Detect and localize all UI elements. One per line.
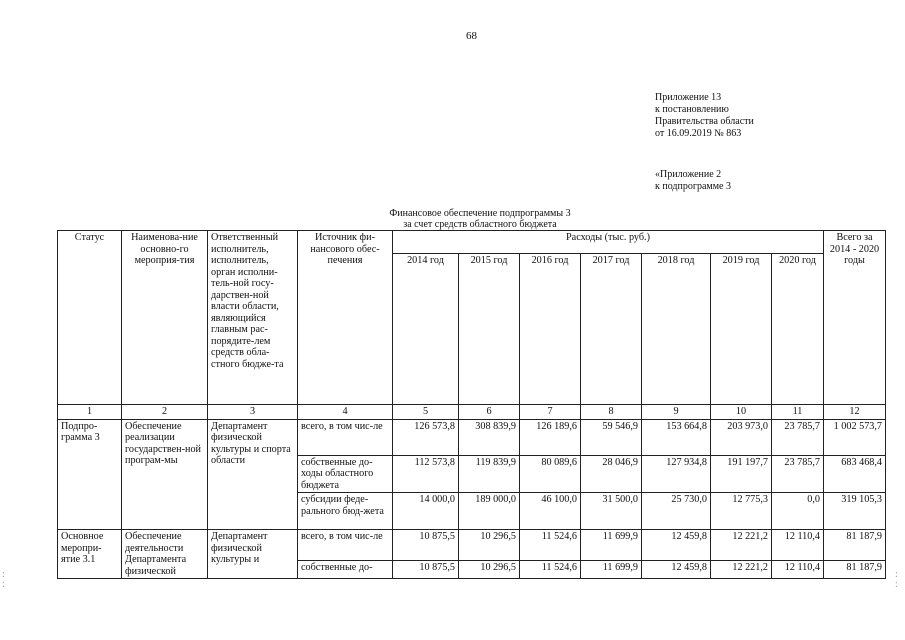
row-value: 10 875,5 xyxy=(393,561,459,579)
column-number: 1 xyxy=(58,405,122,420)
column-number: 4 xyxy=(298,405,393,420)
column-number: 2 xyxy=(122,405,208,420)
document-title xyxy=(330,208,630,230)
page-number: 68 xyxy=(466,30,477,42)
column-number: 9 xyxy=(642,405,711,420)
row-value: 11 524,6 xyxy=(520,561,581,579)
header-expenses: Расходы (тыс. руб.) xyxy=(393,231,824,254)
appendix-subblock xyxy=(655,169,731,193)
row-value: 31 500,0 xyxy=(581,493,642,530)
row-value: 119 839,9 xyxy=(459,455,520,493)
column-number: 10 xyxy=(711,405,772,420)
row-value: 12 110,4 xyxy=(772,530,824,561)
row-value: 12 459,8 xyxy=(642,530,711,561)
row-value: 10 875,5 xyxy=(393,530,459,561)
row-value: 112 573,8 xyxy=(393,455,459,493)
table-row xyxy=(58,530,886,561)
row-value: 28 046,9 xyxy=(581,455,642,493)
column-number: 8 xyxy=(581,405,642,420)
row-value: 191 197,7 xyxy=(711,455,772,493)
column-number: 6 xyxy=(459,405,520,420)
header-year: 2016 год xyxy=(520,254,581,405)
scan-mark-right: : : xyxy=(895,569,898,590)
row-value: 12 775,3 xyxy=(711,493,772,530)
column-number-row xyxy=(58,405,886,420)
row-value: 0,0 xyxy=(772,493,824,530)
row-value: 12 110,4 xyxy=(772,561,824,579)
column-number: 5 xyxy=(393,405,459,420)
row-value: 14 000,0 xyxy=(393,493,459,530)
row-value: 46 100,0 xyxy=(520,493,581,530)
row-source: собственные до- xyxy=(298,561,393,579)
row-total: 319 105,3 xyxy=(824,493,886,530)
row-value: 126 189,6 xyxy=(520,419,581,455)
title-line-1: Финансовое обеспечение подпрограммы 3 xyxy=(389,208,571,219)
row-value: 23 785,7 xyxy=(772,419,824,455)
header-year: 2015 год xyxy=(459,254,520,405)
header-total: Всего за 2014 - 2020 годы xyxy=(824,231,886,405)
row-source: субсидии феде-рального бюд-жета xyxy=(298,493,393,530)
row-status: Подпро-грамма 3 xyxy=(58,419,122,530)
column-number: 3 xyxy=(208,405,298,420)
row-source: собственные до-ходы областного бюджета xyxy=(298,455,393,493)
header-name: Наименова-ние основно-го мероприя-тия xyxy=(122,231,208,405)
row-value: 80 089,6 xyxy=(520,455,581,493)
title-line-2: за счет средств областного бюджета xyxy=(403,219,557,230)
row-value: 203 973,0 xyxy=(711,419,772,455)
row-value: 153 664,8 xyxy=(642,419,711,455)
row-value: 11 524,6 xyxy=(520,530,581,561)
row-responsible: Департамент физической культуры и xyxy=(208,530,298,579)
row-source: всего, в том чис-ле xyxy=(298,419,393,455)
appendix-line: «Приложение 2 xyxy=(655,169,722,180)
appendix-block xyxy=(655,92,754,140)
table-header-row xyxy=(58,231,886,254)
row-value: 308 839,9 xyxy=(459,419,520,455)
header-responsible: Ответственный исполнитель, исполнитель, орган исполни-тель-ной госу-дарствен-ной власти области, являющийся главным рас-порядите-лем средств обла-стного бюдже-та xyxy=(208,231,298,405)
row-value: 12 221,2 xyxy=(711,561,772,579)
row-value: 12 459,8 xyxy=(642,561,711,579)
row-value: 10 296,5 xyxy=(459,530,520,561)
header-year: 2020 год xyxy=(772,254,824,405)
appendix-line: к подпрограмме 3 xyxy=(655,181,731,192)
row-value: 126 573,8 xyxy=(393,419,459,455)
row-total: 1 002 573,7 xyxy=(824,419,886,455)
row-responsible: Департамент физической культуры и спорта области xyxy=(208,419,298,530)
row-name: Обеспечение деятельности Департамента физической xyxy=(122,530,208,579)
header-status: Статус xyxy=(58,231,122,405)
appendix-line: Приложение 13 xyxy=(655,92,722,103)
finance-table xyxy=(57,230,886,579)
row-value: 11 699,9 xyxy=(581,561,642,579)
row-source: всего, в том чис-ле xyxy=(298,530,393,561)
header-year: 2019 год xyxy=(711,254,772,405)
row-total: 683 468,4 xyxy=(824,455,886,493)
row-value: 10 296,5 xyxy=(459,561,520,579)
header-year: 2017 год xyxy=(581,254,642,405)
row-value: 127 934,8 xyxy=(642,455,711,493)
row-total: 81 187,9 xyxy=(824,530,886,561)
row-value: 25 730,0 xyxy=(642,493,711,530)
row-value: 12 221,2 xyxy=(711,530,772,561)
row-name: Обеспечение реализации государствен-ной програм-мы xyxy=(122,419,208,530)
scan-mark-left: : : xyxy=(2,569,5,590)
row-status: Основное меропри-ятие 3.1 xyxy=(58,530,122,579)
column-number: 12 xyxy=(824,405,886,420)
row-value: 23 785,7 xyxy=(772,455,824,493)
column-number: 11 xyxy=(772,405,824,420)
row-value: 189 000,0 xyxy=(459,493,520,530)
row-value: 11 699,9 xyxy=(581,530,642,561)
appendix-line: к постановлению xyxy=(655,104,729,115)
row-value: 59 546,9 xyxy=(581,419,642,455)
header-year: 2018 год xyxy=(642,254,711,405)
header-source: Источник фи-нансового обес-печения xyxy=(298,231,393,405)
column-number: 7 xyxy=(520,405,581,420)
header-year: 2014 год xyxy=(393,254,459,405)
appendix-line: Правительства области xyxy=(655,116,754,127)
row-total: 81 187,9 xyxy=(824,561,886,579)
table-row xyxy=(58,419,886,455)
appendix-line: от 16.09.2019 № 863 xyxy=(655,128,742,139)
